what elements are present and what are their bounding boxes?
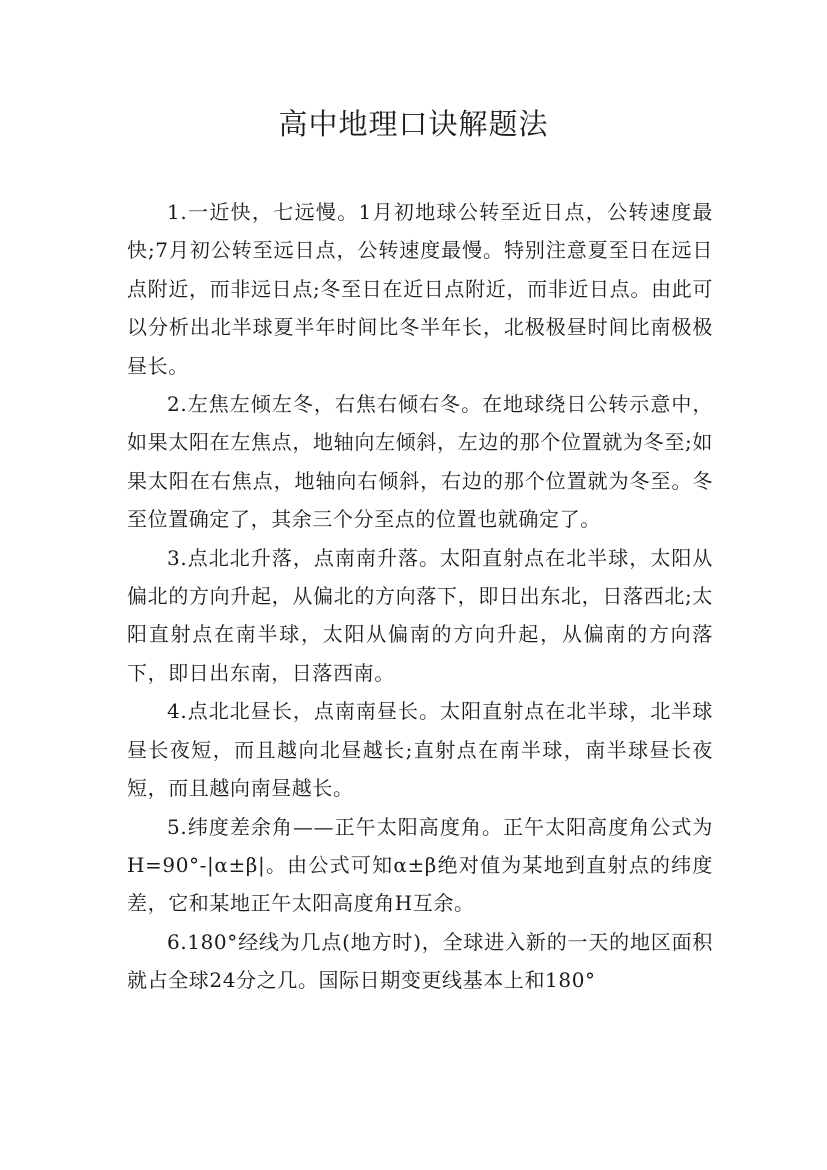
paragraph-2: 2.左焦左倾左冬，右焦右倾右冬。在地球绕日公转示意中，如果太阳在左焦点，地轴向左倾斜，左边的那个位置就为冬至;如果太阳在右焦点，地轴向右倾斜，右边的那个位置就为冬至。冬至位置确定了，其余三个分至点的位置也就确定了。 [127, 392, 713, 532]
document-title: 高中地理口诀解题法 [278, 107, 549, 141]
paragraph-1: 1.一近快，七远慢。1月初地球公转至近日点，公转速度最快;7月初公转至远日点，公转速度最慢。特别注意夏至日在远日点附近，而非远日点;冬至日在近日点附近，而非近日点。由此可以分析出北半球夏半年时间比冬半年长，北极极昼时间比南极极昼长。 [127, 200, 713, 378]
paragraph-4: 4.点北北昼长，点南南昼长。太阳直射点在北半球，北半球昼长夜短，而且越向北昼越长;直射点在南半球，南半球昼长夜短，而且越向南昼越长。 [127, 699, 713, 801]
paragraph-5: 5.纬度差余角——正午太阳高度角。正午太阳高度角公式为H=90°-|α±β|。由公式可知α±β绝对值为某地到直射点的纬度差，它和某地正午太阳高度角H互余。 [127, 814, 713, 916]
document-body [127, 193, 713, 1000]
paragraph-6: 6.180°经线为几点(地方时)，全球进入新的一天的地区面积就占全球24分之几。国际日期变更线基本上和180° [127, 929, 713, 993]
paragraph-3: 3.点北北升落，点南南升落。太阳直射点在北半球，太阳从偏北的方向升起，从偏北的方向落下，即日出东北，日落西北;太阳直射点在南半球，太阳从偏南的方向升起，从偏南的方向落下，即日出东南，日落西南。 [127, 545, 713, 685]
